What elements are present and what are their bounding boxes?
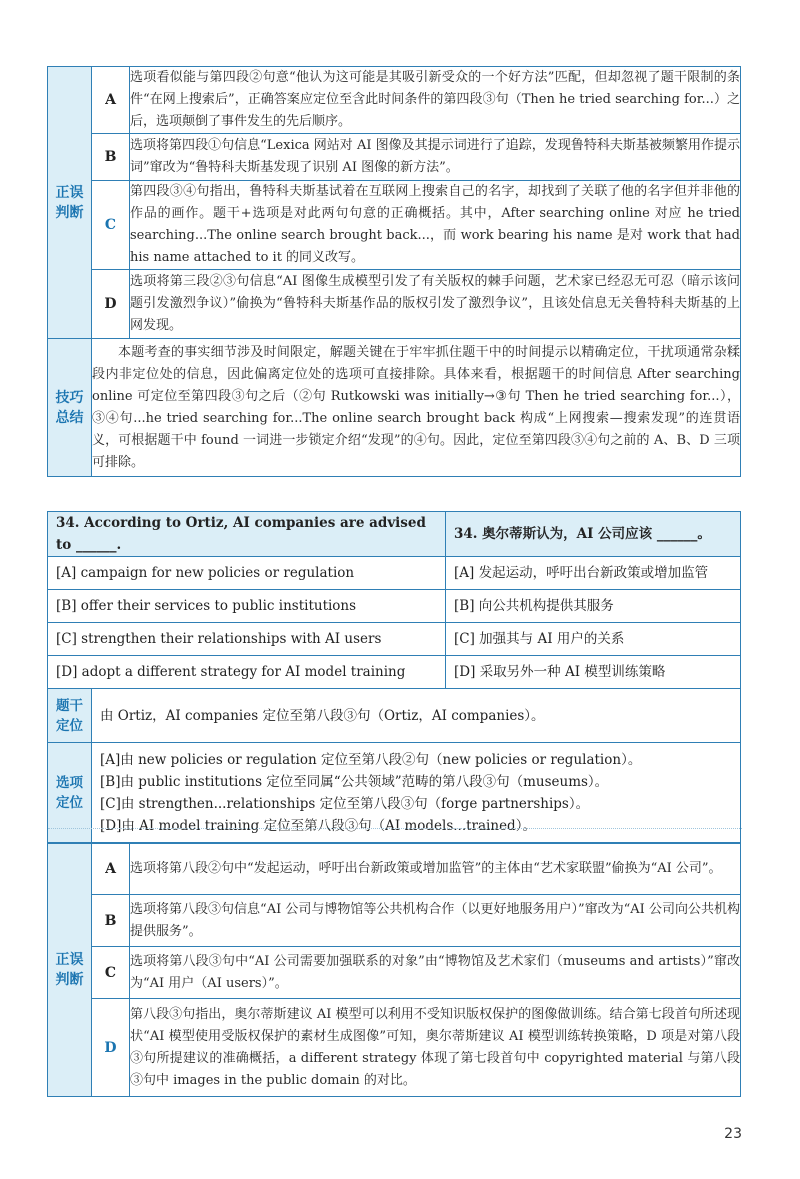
stem-locate-text: 由 Ortiz，AI companies 定位至第八段③句（Ortiz，AI companies）。	[92, 689, 741, 743]
option-letter: B	[92, 895, 130, 947]
option-d-analysis: 第八段③句指出，奥尔蒂斯建议 AI 模型可以利用不受知识版权保护的图像做训练。结合第七段首句所述现状“AI 模型使用受版权保护的素材生成图像”可知，奥尔蒂斯建议 AI 模型训练转换策略，D 项是对第八段③句所提建议的准确概括，a different strategy 体现了第七段首句中 copyrighted material 与第八段③句中 images in the public domain 的对比。	[130, 999, 741, 1097]
option-c-en: [C] strengthen their relationships with AI users	[48, 623, 446, 656]
question-34-stem-en: 34. According to Ortiz, AI companies are advised to ______.	[48, 512, 446, 557]
option-a-zh: [A] 发起运动，呼吁出台新政策或增加监管	[446, 557, 741, 590]
category-option-locate: 选项 定位	[48, 743, 92, 843]
category-correctness-judgment: 正误 判断	[48, 844, 92, 1097]
question-34-table	[47, 511, 741, 843]
option-locate-line-c: [C]由 strengthen...relationships 定位至第八段③句（forge partnerships）。	[100, 795, 590, 812]
option-locate-line-a: [A]由 new policies or regulation 定位至第八段②句（new policies or regulation）。	[100, 751, 642, 768]
option-letter: D	[92, 999, 130, 1097]
option-letter: C	[92, 947, 130, 999]
option-a-analysis: 选项看似能与第四段②句意“他认为这可能是其吸引新受众的一个好方法”匹配，但却忽视了题干限制的条件“在网上搜索后”，正确答案应定位至含此时间条件的第四段③句（Then he tried searching for...）之后，选项颠倒了事件发生的先后顺序。	[130, 67, 741, 134]
option-letter: A	[92, 67, 130, 134]
option-c-zh: [C] 加强其与 AI 用户的关系	[446, 623, 741, 656]
option-d-en: [D] adopt a different strategy for AI model training	[48, 656, 446, 689]
page-number: 23	[724, 1126, 742, 1142]
option-b-analysis: 选项将第四段①句信息“Lexica 网站对 AI 图像及其提示词进行了追踪，发现鲁特科夫斯基被频繁用作提示词”窜改为“鲁特科夫斯基发现了识别 AI 图像的新方法”。	[130, 134, 741, 181]
option-b-en: [B] offer their services to public institutions	[48, 590, 446, 623]
option-letter: A	[92, 844, 130, 895]
option-d-analysis: 选项将第三段②③句信息“AI 图像生成模型引发了有关版权的棘手问题，艺术家已经忍无可忍（暗示该问题引发激烈争议）”偷换为“鲁特科夫斯基作品的版权引发了激烈争议”，且该处信息无关鲁特科夫斯基的上网发现。	[130, 270, 741, 339]
option-letter: C	[92, 181, 130, 270]
option-a-analysis: 选项将第八段②句中“发起运动，呼吁出台新政策或增加监管”的主体由“艺术家联盟”偷换为“AI 公司”。	[130, 844, 741, 895]
option-d-zh: [D] 采取另外一种 AI 模型训练策略	[446, 656, 741, 689]
analysis-table-q33	[47, 66, 741, 477]
section-divider	[48, 828, 742, 829]
category-stem-locate: 题干 定位	[48, 689, 92, 743]
option-a-en: [A] campaign for new policies or regulation	[48, 557, 446, 590]
option-letter: D	[92, 270, 130, 339]
option-letter: B	[92, 134, 130, 181]
option-b-analysis: 选项将第八段③句信息“AI 公司与博物馆等公共机构合作（以更好地服务用户）”窜改为“AI 公司向公共机构提供服务”。	[130, 895, 741, 947]
option-locate-line-b: [B]由 public institutions 定位至同属“公共领域”范畴的第八段③句（museums）。	[100, 773, 609, 790]
question-34-stem-zh: 34. 奥尔蒂斯认为，AI 公司应该 ______。	[446, 512, 741, 557]
option-locate-line-d: [D]由 AI model training 定位至第八段③句（AI models...trained）。	[100, 817, 536, 834]
option-c-analysis: 选项将第八段③句中“AI 公司需要加强联系的对象”由“博物馆及艺术家们（museums and artists）”窜改为“AI 用户（AI users）”。	[130, 947, 741, 999]
category-tips-summary: 技巧 总结	[48, 339, 92, 477]
option-b-zh: [B] 向公共机构提供其服务	[446, 590, 741, 623]
category-correctness-judgment: 正误 判断	[48, 67, 92, 339]
option-c-analysis: 第四段③④句指出，鲁特科夫斯基试着在互联网上搜索自己的名字，却找到了关联了他的名字但并非他的作品的画作。题干+选项是对此两句句意的正确概括。其中，After searching online 对应 he tried searching...The online search brought back...，而 work bearing his name 是对 work that had his name attached to it 的同义改写。	[130, 181, 741, 270]
analysis-table-q34	[47, 843, 741, 1097]
tips-summary-text: 本题考查的事实细节涉及时间限定，解题关键在于牢牢抓住题干中的时间提示以精确定位，干扰项通常杂糅段内非定位处的信息，因此偏离定位处的选项可直接排除。具体来看，根据题干的时间信息 After searching online 可定位至第四段③句之后（②句 Rutkowski was initially→③句 Then he tried searching for...），③④句...he tried searching for...The online search brought back 构成“上网搜索—搜索发现”的连贯语义，可根据题干中 found 一词进一步锁定介绍“发现”的④句。因此，定位至第四段③④句之前的 A、B、D 三项可排除。	[92, 339, 741, 477]
